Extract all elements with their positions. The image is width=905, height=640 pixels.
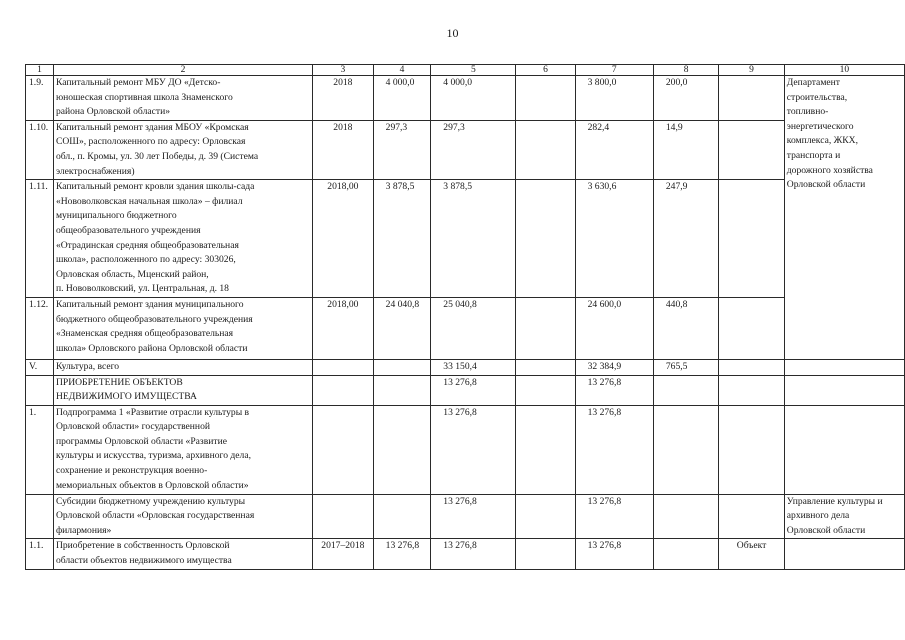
- row-year: [313, 359, 374, 375]
- row-year: 2017–2018: [313, 539, 374, 569]
- row-number: 1.11.: [26, 180, 54, 298]
- department-cell: Управление культуры и архивного дела Орловской области: [784, 494, 904, 539]
- row-col-8: [653, 539, 718, 569]
- row-number: [26, 375, 54, 405]
- row-name: Капитальный ремонт кровли здания школы-сада «Нововолковская начальная школа» – филиал муниципального бюджетного общеобразовательного учреждения «Отрадинская средняя общеобразовательная школа», расположенного по адресу: 303026, Орловская область, Мценский район, п. Нововолковский, ул. Центральная, д. 18: [53, 180, 312, 298]
- row-col-8: [653, 494, 718, 539]
- row-col-7: 13 276,8: [575, 375, 653, 405]
- table-row: [26, 120, 905, 179]
- column-header: 3: [313, 65, 374, 76]
- table-row: [26, 405, 905, 494]
- row-col-7: 32 384,9: [575, 359, 653, 375]
- row-col-5: 33 150,4: [431, 359, 516, 375]
- row-col-7: 3 630,6: [575, 180, 653, 298]
- table-row: [26, 539, 905, 569]
- row-col-9: [719, 405, 784, 494]
- row-year: 2018: [313, 76, 374, 121]
- row-col-6: [516, 120, 575, 179]
- row-number: [26, 494, 54, 539]
- row-col-9: Объект: [719, 539, 784, 569]
- row-name: Капитальный ремонт здания МБОУ «Кромская СОШ», расположенного по адресу: Орловская обл., п. Кромы, ул. 30 лет Победы, д. 39 (Система электроснабжения): [53, 120, 312, 179]
- column-header: 4: [373, 65, 431, 76]
- row-col-4: 24 040,8: [373, 297, 431, 359]
- page-number: 10: [446, 26, 459, 40]
- column-header: 9: [719, 65, 784, 76]
- row-col-9: [719, 297, 784, 359]
- row-number: 1.: [26, 405, 54, 494]
- row-col-6: [516, 180, 575, 298]
- row-col-5: 13 276,8: [431, 405, 516, 494]
- row-number: V.: [26, 359, 54, 375]
- budget-table: [25, 64, 905, 570]
- column-header: 7: [575, 65, 653, 76]
- row-col-8: 247,9: [653, 180, 718, 298]
- row-number: 1.9.: [26, 76, 54, 121]
- row-name: Приобретение в собственность Орловской области объектов недвижимого имущества: [53, 539, 312, 569]
- row-year: 2018: [313, 120, 374, 179]
- row-col-10: [784, 375, 904, 405]
- row-col-9: [719, 180, 784, 298]
- row-col-4: 4 000,0: [373, 76, 431, 121]
- row-col-8: 765,5: [653, 359, 718, 375]
- row-col-9: [719, 76, 784, 121]
- row-name: Капитальный ремонт МБУ ДО «Детско- юношеская спортивная школа Знаменского района Орловской области»: [53, 76, 312, 121]
- department-cell: Департамент строительства, топливно- энергетического комплекса, ЖКХ, транспорта и дорожного хозяйства Орловской области: [784, 76, 904, 360]
- row-col-7: 3 800,0: [575, 76, 653, 121]
- row-year: [313, 375, 374, 405]
- row-number: 1.12.: [26, 297, 54, 359]
- row-col-8: [653, 375, 718, 405]
- row-col-4: [373, 494, 431, 539]
- row-col-4: 13 276,8: [373, 539, 431, 569]
- row-name: Подпрограмма 1 «Развитие отрасли культуры в Орловской области» государственной программы Орловской области «Развитие культуры и искусства, туризма, архивного дела, сохранение и реконструкция военно- мемориальных объектов в Орловской области»: [53, 405, 312, 494]
- row-name: Культура, всего: [53, 359, 312, 375]
- column-header: 5: [431, 65, 516, 76]
- row-col-6: [516, 405, 575, 494]
- header-row: [26, 65, 905, 76]
- row-col-8: 200,0: [653, 76, 718, 121]
- table-row: [26, 297, 905, 359]
- row-col-4: [373, 375, 431, 405]
- row-col-5: 4 000,0: [431, 76, 516, 121]
- table-row: [26, 76, 905, 121]
- row-col-10: [784, 359, 904, 375]
- row-col-7: 282,4: [575, 120, 653, 179]
- row-col-5: 13 276,8: [431, 539, 516, 569]
- column-header: 6: [516, 65, 575, 76]
- column-header: 10: [784, 65, 904, 76]
- row-col-5: 297,3: [431, 120, 516, 179]
- row-name: Капитальный ремонт здания муниципального бюджетного общеобразовательного учреждения «Знаменская средняя общеобразовательная школа» Орловского района Орловской области: [53, 297, 312, 359]
- row-col-9: [719, 375, 784, 405]
- row-col-6: [516, 539, 575, 569]
- row-col-5: 3 878,5: [431, 180, 516, 298]
- row-year: [313, 405, 374, 494]
- row-number: 1.1.: [26, 539, 54, 569]
- row-col-5: 13 276,8: [431, 494, 516, 539]
- row-year: [313, 494, 374, 539]
- row-col-6: [516, 375, 575, 405]
- row-col-4: [373, 405, 431, 494]
- table-row: [26, 180, 905, 298]
- row-col-4: 297,3: [373, 120, 431, 179]
- row-col-5: 25 040,8: [431, 297, 516, 359]
- row-name: ПРИОБРЕТЕНИЕ ОБЪЕКТОВ НЕДВИЖИМОГО ИМУЩЕСТВА: [53, 375, 312, 405]
- row-col-7: 24 600,0: [575, 297, 653, 359]
- table-row: [26, 375, 905, 405]
- column-header: 2: [53, 65, 312, 76]
- row-col-10: [784, 539, 904, 569]
- row-col-8: [653, 405, 718, 494]
- table-row: [26, 494, 905, 539]
- row-col-6: [516, 494, 575, 539]
- row-col-4: 3 878,5: [373, 180, 431, 298]
- row-name: Субсидии бюджетному учреждению культуры Орловской области «Орловская государственная филармония»: [53, 494, 312, 539]
- row-col-8: 14,9: [653, 120, 718, 179]
- row-col-6: [516, 76, 575, 121]
- column-header: 8: [653, 65, 718, 76]
- row-col-7: 13 276,8: [575, 539, 653, 569]
- row-col-9: [719, 359, 784, 375]
- row-year: 2018,00: [313, 180, 374, 298]
- row-col-9: [719, 120, 784, 179]
- column-header: 1: [26, 65, 54, 76]
- row-col-7: 13 276,8: [575, 494, 653, 539]
- row-col-9: [719, 494, 784, 539]
- row-col-10: [784, 405, 904, 494]
- row-col-6: [516, 297, 575, 359]
- row-col-4: [373, 359, 431, 375]
- row-col-8: 440,8: [653, 297, 718, 359]
- row-year: 2018,00: [313, 297, 374, 359]
- row-col-7: 13 276,8: [575, 405, 653, 494]
- table-row: [26, 359, 905, 375]
- row-col-5: 13 276,8: [431, 375, 516, 405]
- row-number: 1.10.: [26, 120, 54, 179]
- row-col-6: [516, 359, 575, 375]
